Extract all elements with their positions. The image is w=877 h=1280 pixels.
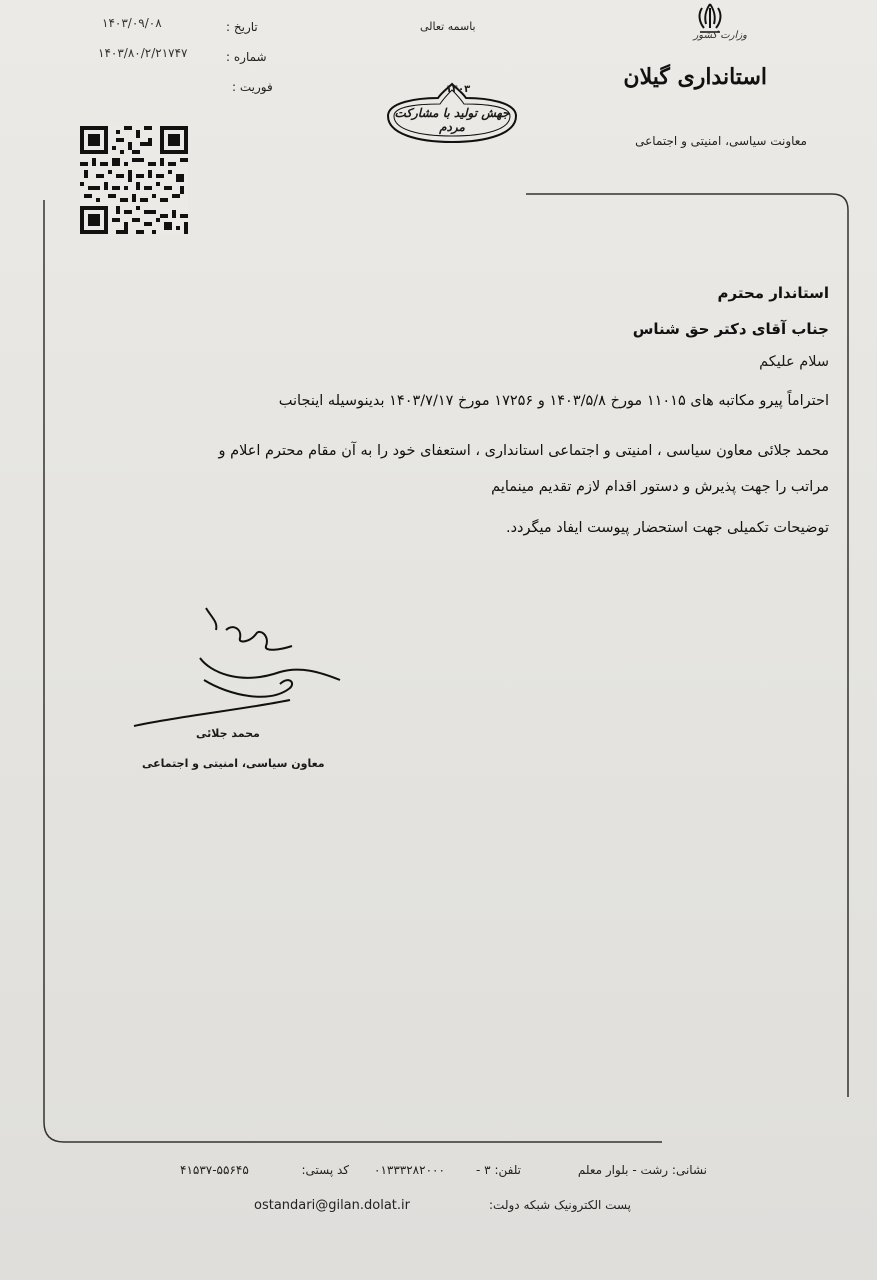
date-label: تاریخ :: [226, 20, 258, 34]
number-value: ۱۴۰۳/۸۰/۲/۲۱۷۴۷: [98, 46, 188, 60]
footer-address: نشانی: رشت - بلوار معلم: [577, 1163, 707, 1177]
body-line-3: مراتب را جهت پذیرش و دستور اقدام لازم تقدیم مینمایم: [491, 479, 829, 495]
priority-label: فوریت :: [232, 80, 273, 94]
body-line-2: محمد جلائی معاون سیاسی ، امنیتی و اجتماعی استانداری ، استعفای خود را به آن مقام محترم اعلام و: [218, 443, 829, 459]
governorate-name: استانداری گیلان: [623, 64, 767, 90]
footer-phone-label: تلفن: ۳ -: [476, 1163, 521, 1177]
deputy-office-name: معاونت سیاسی، امنیتی و اجتماعی: [635, 134, 807, 148]
number-label: شماره :: [226, 50, 267, 64]
ministry-name: وزارت کشور: [693, 30, 747, 41]
body-line-4: توضیحات تکمیلی جهت استحضار پیوست ایفاد میگردد.: [505, 520, 829, 536]
slogan-text: جهش تولید با مشارکت مردم: [394, 106, 510, 134]
greeting: سلام علیکم: [759, 354, 829, 370]
footer-postal-label: کد پستی:: [301, 1163, 349, 1177]
date-value: ۱۴۰۳/۰۹/۰۸: [102, 16, 162, 30]
recipient-name: جناب آقای دکتر حق شناس: [632, 320, 829, 338]
footer-email-label: پست الکترونیک شبکه دولت:: [489, 1198, 631, 1212]
footer-phone-value: ۰۱۳۳۳۲۸۲۰۰۰: [374, 1163, 445, 1177]
body-line-1: احتراماً پیرو مکاتبه های ۱۱۰۱۵ مورخ ۱۴۰۳/۵/۸ و ۱۷۲۵۶ مورخ ۱۴۰۳/۷/۱۷ بدینوسیله اینجانب: [278, 393, 829, 409]
signer-name: محمد جلائی: [196, 727, 260, 740]
slogan-year: ۱۴۰۳: [445, 84, 471, 95]
handwritten-signature: [120, 600, 350, 740]
signer-title: معاون سیاسی، امنیتی و اجتماعی: [142, 757, 325, 770]
recipient-title: استاندار محترم: [717, 284, 829, 302]
footer-postal-value: ۴۱۵۳۷-۵۵۶۴۵: [180, 1163, 249, 1177]
footer-email-value: ostandari@gilan.dolat.ir: [254, 1198, 410, 1213]
basmala: باسمه تعالی: [420, 20, 476, 33]
